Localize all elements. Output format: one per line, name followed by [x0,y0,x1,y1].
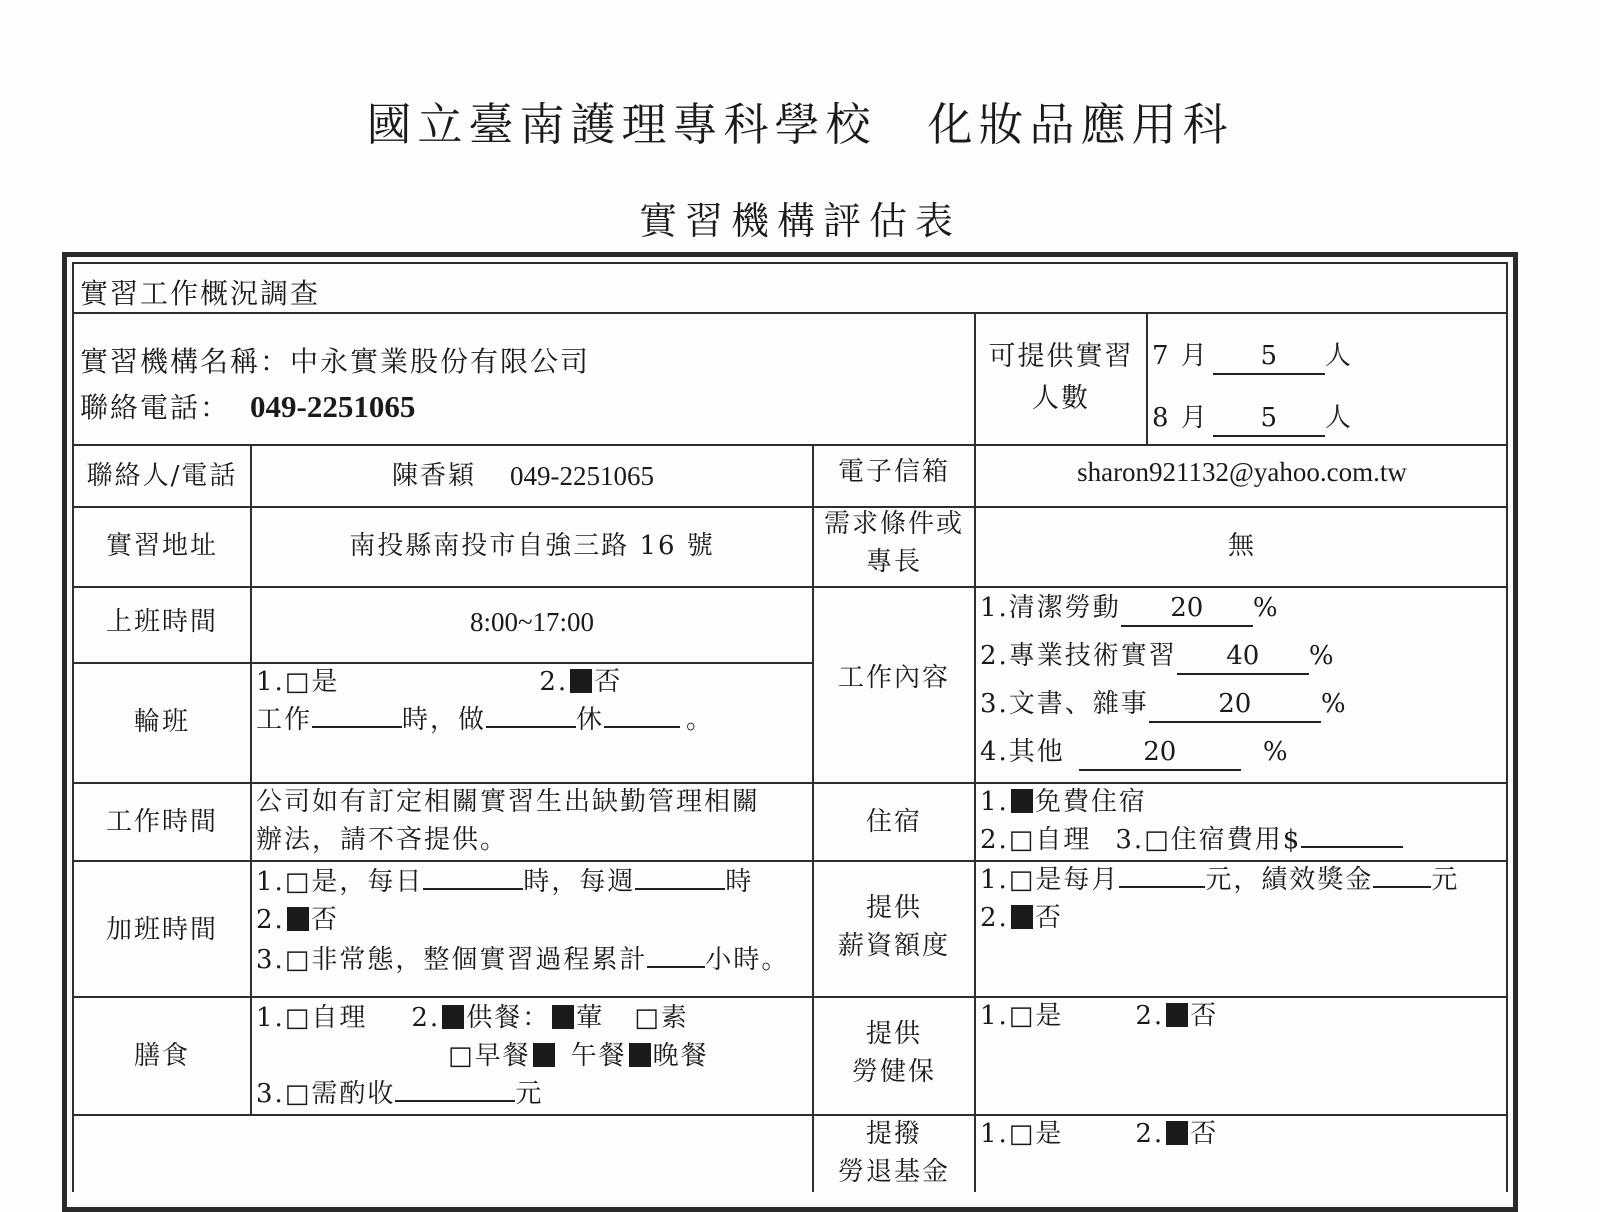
pension-opt-no: 否 [1190,1119,1219,1149]
job-item-3-label: 3.文書、雜事 [980,689,1149,719]
capacity-july [1152,340,1353,375]
rule-meals [72,1114,1508,1116]
hours-value: 8:00~17:00 [469,607,595,637]
contact-label: 聯絡人/電話 [86,461,238,491]
org-name-value: 中永實業股份有限公司 [290,345,591,378]
job-item-4 [980,736,1290,771]
shift-end: 。 [686,705,715,735]
work-time-line2: 辦法，請不吝提供。 [256,825,509,855]
lodging-free-checked-box [1011,789,1033,813]
meals-lunch: 午餐 [570,1041,627,1071]
job-item-1-label: 1.清潔勞動 [980,593,1121,623]
lodging-label: 住宿 [865,807,922,837]
rule-org [72,444,1508,446]
inner-right-border [1506,262,1508,1192]
meals-opt3-end: 元 [515,1079,544,1109]
shift-rest-days-blank [604,726,680,728]
inner-top-border [72,262,1508,264]
meals-opt2: 供餐： [466,1003,551,1033]
overtime-no-checked-box [287,907,309,931]
people-unit: 人 [1324,341,1353,371]
insurance-label-1: 提供 [865,1019,922,1049]
shift-work-hours-blank [312,726,402,728]
meals-opt2-prefix: 2. [411,1003,441,1033]
overtime-total-blank [647,966,705,968]
job-content-label: 工作內容 [837,663,950,693]
shift-work-prefix: 工作 [256,705,313,735]
job-item-2-label: 2.專業技術實習 [980,641,1177,671]
pension-opt-no-prefix: 2. [1135,1119,1165,1149]
overtime-opt1-text: 1.□是，每日 [256,867,424,897]
address-label: 實習地址 [105,531,218,561]
meals-breakfast-checked-box [533,1043,555,1067]
pension-label-2: 勞退基金 [837,1157,950,1187]
meals-label: 膳食 [133,1041,190,1071]
org-name-row [80,344,590,379]
overtime-opt3-text: 3.□非常態，整個實習過程累計 [256,945,648,975]
salary-monthly-blank [1119,886,1205,888]
salary-opt2-prefix: 2. [980,903,1009,933]
overtime-opt3 [256,944,789,977]
rule-worktime [72,860,1508,862]
rule-overtime [72,996,1508,998]
rule-address [72,586,1508,588]
insurance-options [980,1000,1218,1033]
salary-no-checked-box [1011,905,1033,929]
shift-opt-no: 否 [594,667,623,697]
contact-name: 陳香穎 [392,461,477,491]
meals-lunch-checked-box [629,1043,651,1067]
requirements-value: 無 [1227,531,1256,561]
overtime-opt2-prefix: 2. [256,905,285,935]
overtime-weekly-blank [635,888,725,890]
work-time-label: 工作時間 [105,807,218,837]
lodging-opt2: 2.□自理 [980,825,1092,855]
pension-opt-yes: 1.□是 [980,1119,1064,1149]
form-title: 實習機構評估表 [638,199,961,243]
pension-options [980,1118,1218,1151]
month2-count: 5 [1213,402,1325,437]
job-item-4-label: 4.其他 [980,737,1065,767]
meals-dinner: 晚餐 [652,1041,709,1071]
meals-fee-blank [395,1100,515,1102]
job-item-2 [980,640,1336,675]
insurance-no-checked-box [1166,1003,1188,1027]
meals-breakfast: □早餐 [448,1041,531,1071]
overtime-opt3-end: 小時。 [705,945,790,975]
job-item-3 [980,688,1348,723]
shift-options [256,666,622,699]
job-item-2-unit: % [1308,641,1336,671]
shift-rest: 休 [576,705,605,735]
meals-veg: □素 [634,1003,689,1033]
lodging-fee-blank [1301,846,1403,848]
lodging-opt23 [980,824,1403,857]
job-item-4-unit: % [1262,737,1290,767]
meals-opt12 [256,1002,689,1035]
overtime-hour2: 時 [725,867,754,897]
contact-phone: 049-2251065 [510,461,654,491]
overtime-opt2-text: 否 [310,905,339,935]
overtime-daily-blank [423,888,523,890]
salary-label-2: 薪資額度 [837,931,950,961]
salary-yuan2: 元 [1431,865,1460,895]
job-item-3-unit: % [1320,689,1348,719]
capacity-label-2: 人數 [1032,383,1090,414]
job-item-1 [980,592,1280,627]
meals-opt3-text: 3.□需酌收 [256,1079,396,1109]
lodging-opt3: 3.□住宿費用$ [1115,825,1302,855]
lodging-opt1-prefix: 1. [980,787,1009,817]
people-unit: 人 [1324,403,1353,433]
org-phone-label: 聯絡電話： [80,391,231,424]
month1-label: 7 月 [1152,341,1209,371]
capacity-label-1: 可提供實習 [988,341,1134,372]
school-title: 國立臺南護理專科學校 化妝品應用科 [366,98,1234,151]
insurance-label-2: 勞健保 [851,1057,936,1087]
overtime-opt1 [256,866,753,899]
meals-times [448,1040,709,1073]
job-item-2-value: 40 [1177,640,1309,675]
insurance-opt-yes: 1.□是 [980,1001,1064,1031]
shift-hour-do: 時，做 [402,705,487,735]
capacity-august [1152,402,1353,437]
overtime-hour: 時，每週 [523,867,636,897]
lodging-opt1 [980,786,1147,819]
job-item-3-value: 20 [1149,688,1321,723]
shift-opt-yes: 1.□是 [256,667,340,697]
rule-section [72,312,1508,314]
hours-label: 上班時間 [105,607,218,637]
lodging-opt1-text: 免費住宿 [1034,787,1147,817]
shift-opt-no-prefix: 2. [539,667,569,697]
month2-label: 8 月 [1152,403,1209,433]
vrule-right-col [974,312,976,1192]
pension-label-1: 提撥 [865,1119,922,1149]
shift-label: 輪班 [133,707,190,737]
org-phone-value: 049-2251065 [250,389,416,424]
pension-no-checked-box [1166,1121,1188,1145]
org-name-label: 實習機構名稱： [80,345,291,378]
job-item-4-value: 20 [1079,736,1241,771]
overtime-opt2 [256,904,339,937]
shift-no-checked-box [570,669,592,693]
rule-hours [72,662,812,664]
email-label: 電子信箱 [837,457,950,487]
meals-opt1: 1.□自理 [256,1003,368,1033]
salary-label-1: 提供 [865,893,922,923]
meals-opt3 [256,1078,543,1111]
salary-bonus-blank [1373,886,1431,888]
shift-detail [256,704,714,737]
insurance-opt-no-prefix: 2. [1135,1001,1165,1031]
org-phone-row [80,388,415,427]
rule-contact [72,506,1508,508]
salary-opt2-text: 否 [1034,903,1063,933]
meals-provided-checked-box [442,1005,464,1029]
salary-opt1-text: 1.□是每月 [980,865,1120,895]
salary-opt2 [980,902,1063,935]
job-item-1-unit: % [1252,593,1280,623]
requirements-label-1: 需求條件或 [823,509,964,539]
rule-shift [72,782,1508,784]
month1-count: 5 [1213,340,1325,375]
vrule-capacity [1146,312,1148,444]
overtime-label: 加班時間 [105,915,218,945]
meals-meat-checked-box [552,1005,574,1029]
insurance-opt-no: 否 [1190,1001,1219,1031]
email-value: sharon921132@yahoo.com.tw [1077,457,1407,487]
salary-yuan: 元，績效獎金 [1205,865,1374,895]
requirements-label-2: 專長 [865,547,922,577]
job-item-1-value: 20 [1121,592,1253,627]
section-title: 實習工作概況調查 [80,277,321,310]
salary-opt1 [980,864,1459,897]
address-value: 南投縣南投市自強三路 16 號 [349,531,715,561]
work-time-line1: 公司如有訂定相關實習生出缺勤管理相關 [256,787,761,817]
shift-work-days-blank [486,726,576,728]
meals-meat: 葷 [576,1003,605,1033]
